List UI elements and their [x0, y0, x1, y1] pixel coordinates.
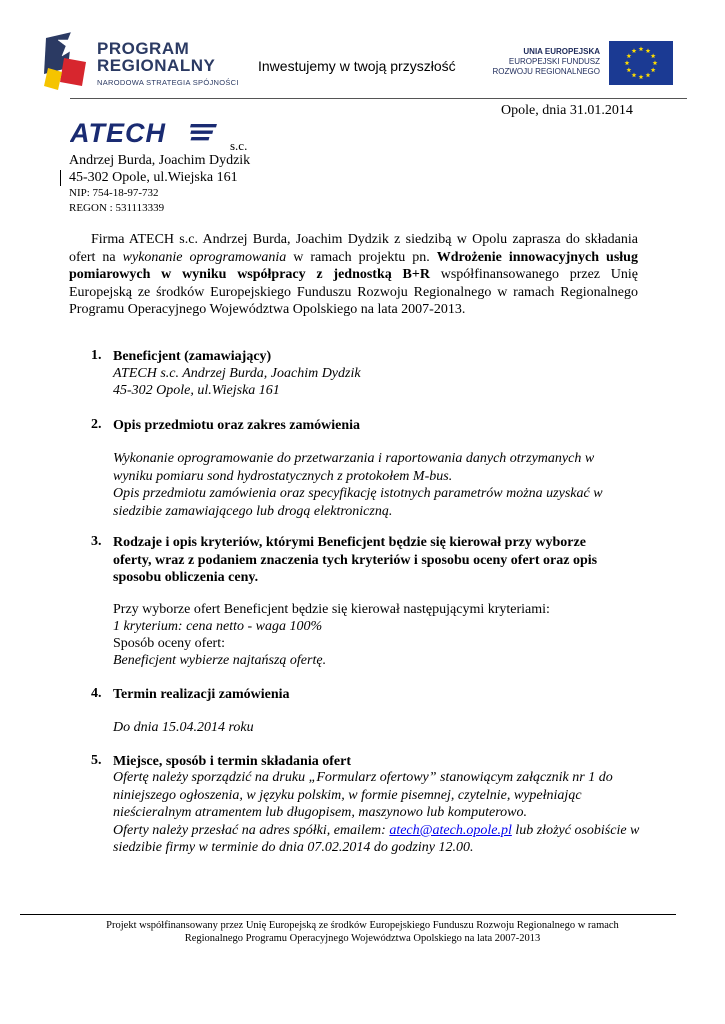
section-5-p2b: lub złożyć osobiście w siedzibie firmy w terminie do dnia 07.02.2014 do godziny 12.00. — [113, 822, 640, 855]
program-title — [97, 40, 215, 74]
email-link[interactable]: atech@atech.opole.pl — [389, 822, 512, 838]
program-title-line1: PROGRAM — [97, 39, 190, 58]
text-cursor-marker — [60, 170, 61, 186]
intro-part1: Firma ATECH s.c. Andrzej Burda, Joachim Dydzik z siedzibą w Opolu zaprasza do składania ofert na — [69, 232, 638, 265]
section-4-deadline: Do dnia 15.04.2014 roku — [113, 720, 254, 735]
section-3-criterion: 1 kryterium: cena netto - waga 100% — [113, 619, 323, 634]
intro-bold: Wdrożenie innowacyjnych usług pomiarowych w wyniku współpracy z jednostką B+R — [69, 249, 638, 282]
eu-flag-icon — [609, 41, 673, 85]
intro-paragraph — [69, 231, 638, 319]
section-3-method-label: Sposób oceny ofert: — [113, 636, 225, 651]
section-3-number: 3. — [91, 534, 102, 549]
section-2-desc — [113, 450, 623, 520]
intro-part2: w ramach projektu pn. — [286, 249, 437, 265]
section-3-criteria-intro: Przy wyborze ofert Beneficjent będzie się kierował następującymi kryteriami: — [113, 602, 550, 617]
slogan: Inwestujemy w twoją przyszłość — [258, 58, 456, 74]
section-5-p2 — [113, 822, 643, 857]
section-1-line1: ATECH s.c. Andrzej Burda, Joachim Dydzik — [113, 366, 361, 381]
section-1-number: 1. — [91, 348, 102, 363]
company-form: s.c. — [230, 138, 248, 153]
letter-date: Opole, dnia 31.01.2014 — [501, 103, 633, 118]
eu-fund-label — [472, 47, 600, 77]
footer — [60, 919, 665, 945]
section-5-p1: Ofertę należy sporządzić na druku „Formularz ofertowy” stanowiącym załącznik nr 1 do niniejszego ogłoszenia, w języku polskim, w formie pisemnej, czytelnie, wypełniając nieścieralnym atramentem lub długopisem, maszynowo lub komputerowo. — [113, 770, 613, 820]
section-2-p2: Opis przedmiotu zamówienia oraz specyfikację istotnych parametrów można uzyskać w siedzibie zamawiającego lub drogą elektroniczną. — [113, 486, 603, 519]
section-5-body — [113, 769, 643, 857]
section-5-number: 5. — [91, 753, 102, 768]
intro-part3: współfinansowanego przez Unię Europejską ze środków Europejskiego Funduszu Rozwoju Regionalnego w ramach Regionalnego Programu Operacyjnego Województwa Opolskiego na lata 2007-2013. — [69, 267, 639, 317]
program-subtitle: NARODOWA STRATEGIA SPÓJNOŚCI — [97, 78, 239, 87]
section-3-method: Beneficjent wybierze najtańszą ofertę. — [113, 653, 327, 668]
footer-line2: Regionalnego Programu Operacyjnego Województwa Opolskiego na lata 2007-2013 — [184, 933, 541, 944]
section-1-line2: 45-302 Opole, ul.Wiejska 161 — [113, 383, 280, 398]
section-2-p1: Wykonanie oprogramowanie do przetwarzania i raportowania danych otrzymanych w wyniku pomiaru sond hydrostatycznych z protokołem M-bus. — [113, 451, 595, 484]
eu-line3: ROZWOJU REGIONALNEGO — [492, 67, 600, 76]
section-2-number: 2. — [91, 417, 102, 432]
program-title-line2: REGIONALNY — [97, 56, 216, 75]
section-1-title: Beneficjent (zamawiający) — [113, 349, 272, 364]
section-2-title: Opis przedmiotu oraz zakres zamówienia — [113, 418, 361, 433]
section-5-title: Miejsce, sposób i termin składania ofert — [113, 754, 351, 769]
sender-regon: REGON : 531113339 — [69, 202, 165, 214]
sender-nip: NIP: 754-18-97-732 — [69, 187, 159, 199]
section-5-p2a: Oferty należy przesłać na adres spółki, emailem: — [113, 822, 390, 838]
footer-divider — [20, 914, 676, 915]
sender-address: 45-302 Opole, ul.Wiejska 161 — [69, 170, 238, 185]
section-4-title: Termin realizacji zamówienia — [113, 687, 290, 702]
footer-line1: Projekt współfinansowany przez Unię Europejską ze środków Europejskiego Funduszu Rozwoju Regionalnego w ramach — [106, 920, 619, 931]
eu-line2: EUROPEJSKI FUNDUSZ — [508, 57, 600, 66]
section-3-title: Rodzaje i opis kryteriów, którymi Beneficjent będzie się kierował przy wyborze oferty, wraz z podaniem znaczenia tych kryteriów i sposobu oceny ofert oraz opis sposobu obliczenia ceny. — [113, 535, 598, 585]
sender-names: Andrzej Burda, Joachim Dydzik — [69, 153, 251, 168]
atech-logo — [70, 120, 226, 144]
eu-line1: UNIA EUROPEJSKA — [523, 47, 600, 56]
section-4-number: 4. — [91, 686, 102, 701]
program-regionalny-logo-icon — [42, 28, 100, 92]
header-divider — [70, 98, 687, 99]
intro-italic: wykonanie oprogramowania — [122, 249, 287, 265]
svg-text:ATECH: ATECH — [70, 120, 166, 144]
